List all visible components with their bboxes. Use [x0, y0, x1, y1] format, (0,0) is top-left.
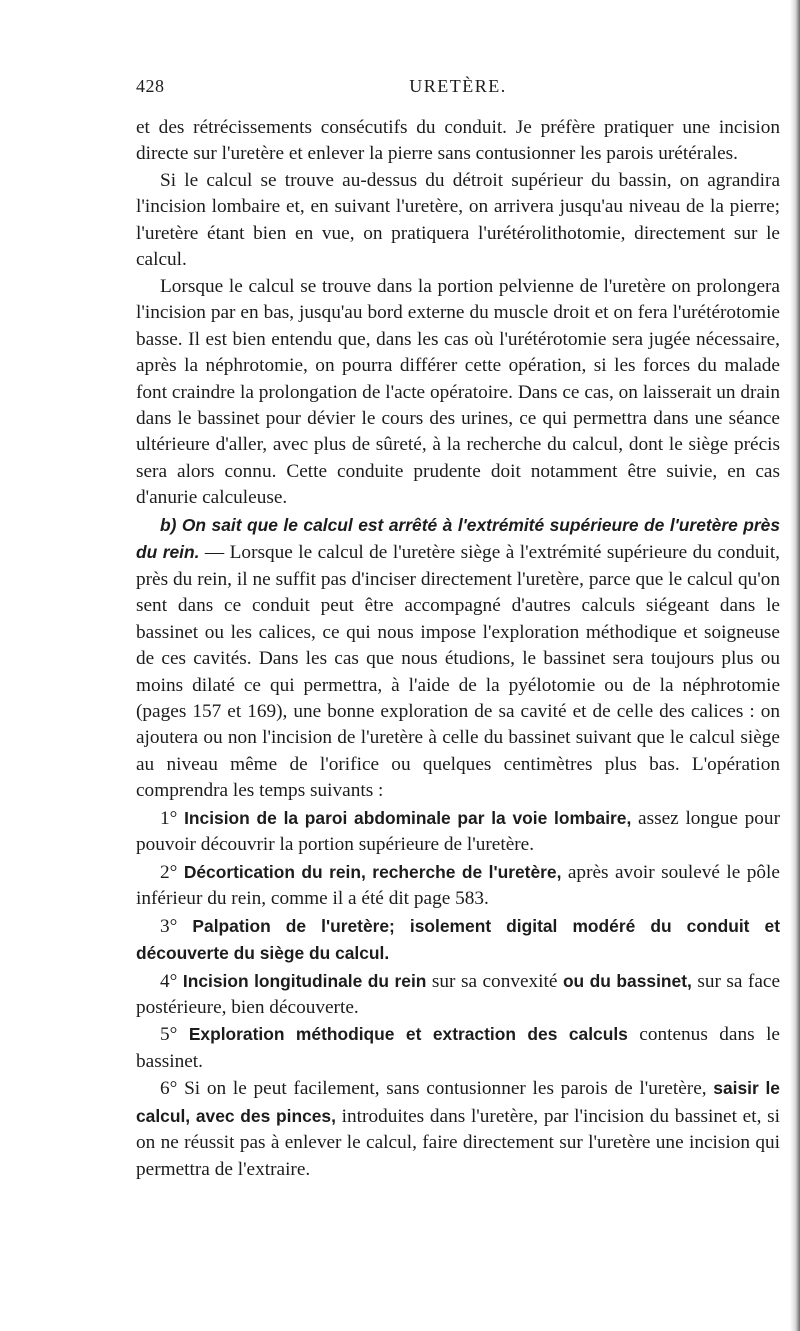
- step-intro: Si on le peut facilement, sans contusionner les parois de l'uretère,: [177, 1078, 714, 1100]
- running-title: URETÈRE.: [409, 76, 507, 96]
- paragraph: et des rétrécissements consécutifs du conduit. Je préfère pratiquer une incision directe sur l'uretère et enlever la pierre sans contusionner les parois urétérales.: [136, 117, 780, 165]
- step-heading: Incision longitudinale du rein: [182, 970, 427, 991]
- step-number: 3°: [160, 915, 178, 937]
- page-number: 428: [136, 76, 165, 96]
- section-b-text: — Lorsque le calcul de l'uretère siège à l'extrémité supérieure du conduit, près du rein, il ne suffit pas d'inciser directement l'uretère, parce que le calcul qu'on sent dans ce conduit peut être accompagné d'autres calculs siégeant dans le bassinet ou les calices, ce qui nous impose l'exploration méthodique et soigneuse de ces cavités. Dans les cas que nous étudions, le bassinet sera toujours plus ou moins dilaté ce qui permettra, à l'aide de la pyélotomie ou de la néphrotomie (pages 157 et 169), une bonne exploration de sa cavité et de celle des calices : on ajoutera ou non l'incision de l'uretère à celle du bassinet suivant que le calcul siège au niveau même de l'orifice ou quelques centimètres plus bas. L'opération comprendra les temps suivants :: [136, 542, 780, 802]
- step-6: [136, 1075, 780, 1183]
- step-text: assez longue pour pouvoir découvrir la portion supérieure de l'uretère.: [136, 807, 780, 856]
- step-heading-2: ou du bassinet,: [562, 970, 692, 991]
- section-b-paragraph: [136, 512, 780, 805]
- paragraph: Si le calcul se trouve au-dessus du détroit supérieur du bassin, on agrandira l'incision lombaire et, en suivant l'uretère, on arrivera jusqu'au niveau de la pierre; l'uretère étant bien en vue, on pratiquera l'urétérolithotomie, directement sur le calcul.: [136, 169, 780, 271]
- step-heading: Palpation de l'uretère; isolement digital modéré du conduit et découverte du siège du calcul.: [136, 915, 780, 964]
- step-text: sur sa convexité: [426, 970, 563, 992]
- step-heading: Incision de la paroi abdominale par la voie lombaire,: [184, 807, 632, 828]
- step-1: [136, 805, 780, 859]
- step-heading: Exploration méthodique et extraction des calculs: [188, 1024, 628, 1045]
- step-text: contenus dans le bassinet.: [136, 1024, 780, 1072]
- paragraph: Lorsque le calcul se trouve dans la portion pelvienne de l'uretère on prolongera l'incision par en bas, jusqu'au bord externe du muscle droit et on fera l'urétérotomie basse. Il est bien entendu que, dans les cas où l'urétérotomie sera jugée nécessaire, après la néphrotomie, on pourra différer cette opération, si les forces du malade font craindre la prolongation de l'acte opératoire. Dans ce cas, on laisserait un drain dans le bassinet pour dévier le cours des urines, ce qui permettra dans une séance ultérieure d'aller, avec plus de sûreté, à la recherche du calcul, dont le siège précis sera alors connu. Cette conduite prudente doit notamment être suivie, en cas d'anurie calculeuse.: [136, 275, 780, 509]
- page-edge-shadow: [790, 0, 800, 1331]
- step-heading: saisir le calcul, avec des pinces,: [136, 1078, 780, 1126]
- step-2: [136, 859, 780, 913]
- step-5: [136, 1021, 780, 1075]
- step-number: 5°: [160, 1024, 178, 1046]
- step-text-2: sur sa face postérieure, bien découverte.: [136, 970, 781, 1018]
- step-text: introduites dans l'uretère, par l'incision du bassinet et, si on ne réussit pas à enlever le calcul, faire directement sur l'uretère une incision qui permettra de l'extraire.: [136, 1105, 780, 1180]
- step-3: [136, 913, 780, 968]
- step-number: 2°: [160, 861, 178, 883]
- step-number: 4°: [160, 970, 178, 992]
- page-header: [136, 76, 780, 104]
- step-number: 6°: [160, 1078, 178, 1100]
- step-number: 1°: [160, 807, 178, 829]
- step-4: [136, 968, 780, 1022]
- section-b-heading: b) On sait que le calcul est arrêté à l'extrémité supérieure de l'uretère près du rein.: [136, 514, 780, 563]
- step-text: après avoir soulevé le pôle inférieur du rein, comme il a été dit page 583.: [136, 861, 780, 910]
- step-heading: Décortication du rein, recherche de l'uretère,: [183, 861, 562, 882]
- page-body: [136, 115, 780, 1183]
